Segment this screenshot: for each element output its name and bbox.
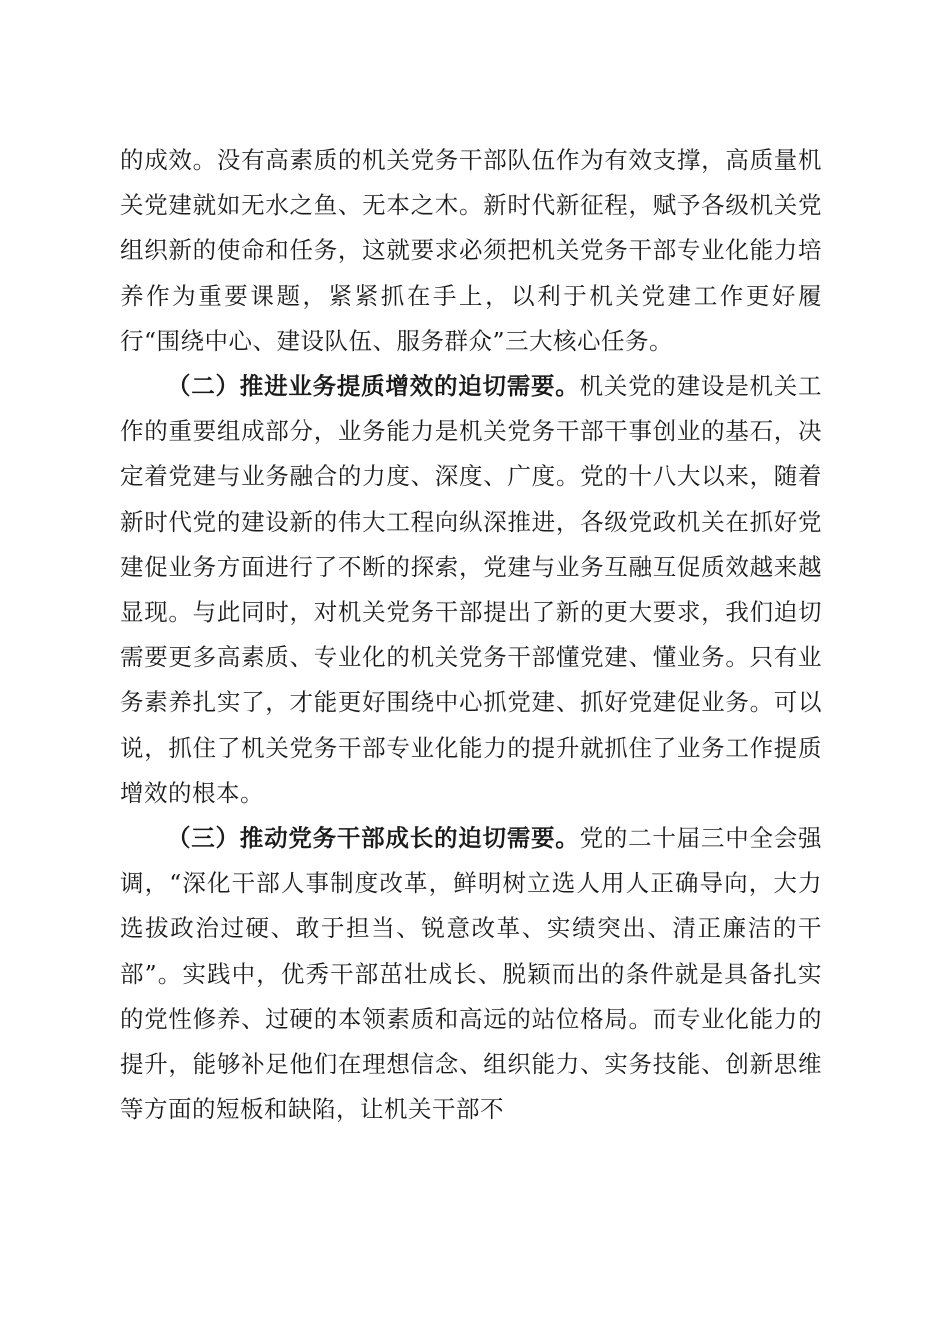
paragraph-1 xyxy=(120,138,822,364)
paragraph-2-text: 机关党的建设是机关工作的重要组成部分，业务能力是机关党务干部干事创业的基石，决定着党建与业务融合的力度、深度、广度。党的十八大以来，随着新时代党的建设新的伟大工程向纵深推进，各级党政机关在抓好党建促业务方面进行了不断的探索，党建与业务互融互促质效越来越显现。与此同时，对机关党务干部提出了新的更大要求，我们迫切需要更多高素质、专业化的机关党务干部懂党建、懂业务。只有业务素养扎实了，才能更好围绕中心抓党建、抓好党建促业务。可以说，抓住了机关党务干部专业化能力的提升就抓住了业务工作提质增效的根本。 xyxy=(120,372,823,807)
paragraph-2-heading: （二）推进业务提质增效的迫切需要。 xyxy=(167,372,580,401)
paragraph-2 xyxy=(120,364,822,816)
document-body xyxy=(120,138,822,1132)
paragraph-3-text: 党的二十届三中全会强调，“深化干部人事制度改革，鲜明树立选人用人正确导向，大力选拔政治过硬、敢于担当、锐意改革、实绩突出、清正廉洁的干部”。实践中，优秀干部茁壮成长、脱颖而出的条件就是具备扎实的党性修养、过硬的本领素质和高远的站位格局。而专业化能力的提升，能够补足他们在理想信念、组织能力、实务技能、创新思维等方面的短板和缺陷，让机关干部不 xyxy=(120,824,823,1124)
paragraph-3 xyxy=(120,816,822,1132)
paragraph-1-text: 的成效。没有高素质的机关党务干部队伍作为有效支撑，高质量机关党建就如无水之鱼、无本之木。新时代新征程，赋予各级机关党组织新的使命和任务，这就要求必须把机关党务干部专业化能力培养作为重要课题，紧紧抓在手上，以利于机关党建工作更好履行“围绕中心、建设队伍、服务群众”三大核心任务。 xyxy=(120,146,822,355)
paragraph-3-heading: （三）推动党务干部成长的迫切需要。 xyxy=(167,824,580,853)
